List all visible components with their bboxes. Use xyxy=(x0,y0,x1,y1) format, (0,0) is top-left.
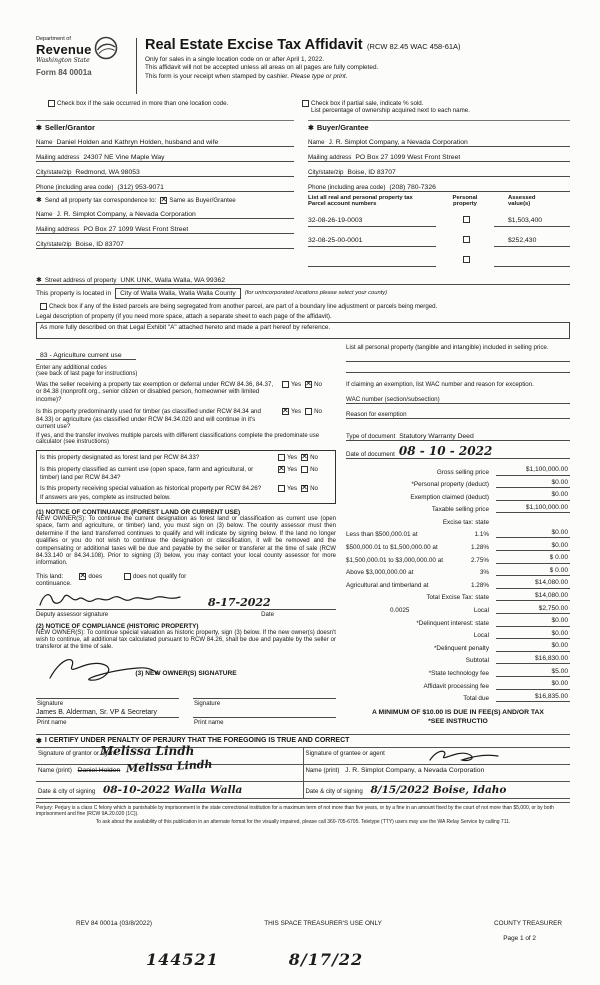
seller-csz-label: City/state/zip xyxy=(36,169,72,176)
no-label: No xyxy=(310,454,319,461)
grantee-signature-cell xyxy=(303,748,571,764)
exemption-claim-note: If claiming an exemption, list WAC number and reason for exception. xyxy=(346,381,534,389)
multi-location-checkbox[interactable] xyxy=(48,100,55,107)
wac-number-label: WAC number (section/subsection) xyxy=(346,396,440,403)
parcel-row xyxy=(308,229,570,247)
grantee-signature xyxy=(424,746,504,764)
section-marker-icon: ✱ xyxy=(36,276,42,284)
dor-logo-block xyxy=(36,36,132,77)
receipt-note: This form is your receipt when stamped by cashier. xyxy=(145,72,289,80)
minimum-due-line2: *SEE INSTRUCTIO xyxy=(428,718,488,726)
legal-description-label: Legal description of property (if you need more space, attach a separate sheet to each page of the affidavit). xyxy=(36,312,332,320)
grantee-signature-label: Signature of grantee or agent xyxy=(305,749,385,757)
classification-questions-box xyxy=(36,450,336,504)
fin-value: $ 0.00 xyxy=(496,567,570,577)
notice1-body: NEW OWNER(S): To continue the current designation as forest land or classification as current use (open space, farm and agriculture, or timber) land, you must sign on (3) below. The county assessor must then determine if the land transferred continues to qualify and will indicate by signing below. If the land no longer qualifies or you do not wish to continue the designation or classification, it will be removed and the compensating or additional taxes will be due and payable by the seller or transferer at the time of sale (RCW 84.33.140 or 84.34.108). Prior to signing (3) below, you may contact your local county assessor for more information. xyxy=(36,516,336,567)
parcel-row xyxy=(308,249,570,267)
signature-line xyxy=(193,688,336,699)
notice2-title: (2) NOTICE OF COMPLIANCE (HISTORIC PROPERTY) xyxy=(36,622,199,630)
grantee-name-cell xyxy=(303,765,571,781)
fin-label: Exemption claimed (deduct) xyxy=(410,493,489,501)
buyer-csz-label: City/state/zip xyxy=(308,169,344,176)
fin-value: $5.00 xyxy=(496,668,570,678)
personal-property-checkbox[interactable] xyxy=(463,236,470,243)
seller-address-value: 24307 NE Vine Maple Way xyxy=(83,154,165,161)
fin-value: $1,100,000.00 xyxy=(496,466,570,476)
signature-label: Signature xyxy=(37,699,64,707)
assessed-value: $252,430 xyxy=(494,237,570,247)
correspondence-label: Send all property tax correspondence to: xyxy=(44,196,157,204)
yes-label: Yes xyxy=(291,407,302,415)
does-not-checkbox[interactable] xyxy=(124,573,131,580)
question-current-use xyxy=(40,466,332,482)
fin-label: Taxable selling price xyxy=(431,506,489,514)
question-text: Is this property designated as forest land per RCW 84.33? xyxy=(40,454,200,461)
yes-checkbox[interactable] xyxy=(278,485,285,492)
name-print-label: Name (print) xyxy=(305,766,340,774)
grantee-name-print-value: J. R. Simplot Company, a Nevada Corporation xyxy=(345,766,485,774)
question-text: Is this property predominantly used for timber (as classified under RCW 84.34 and 84.33) or agriculture (as classified under RCW 84.34.020 and will continue in it's current use? xyxy=(36,407,261,431)
grantor-date-cell xyxy=(36,782,303,798)
fin-label: Total due xyxy=(463,695,489,703)
header-subline-1: Only for sales in a single location code on or after April 1, 2022. xyxy=(145,55,325,63)
alt-format-text: To ask about the availability of this publication in an alternate format for the visually impaired, please call 360-705-6705. Teletype (TTY) users may use the WA Relay Service by calling 711. xyxy=(95,818,511,825)
personal-property-checkbox[interactable] xyxy=(463,256,470,263)
predominate-use-note: If yes, and the transfer involves multiple parcels with different classifications complete the predominate use calculator (see instructions) xyxy=(36,433,320,445)
assessed-value xyxy=(494,257,570,267)
print-name-label: Print name xyxy=(37,718,67,726)
new-owner-signature xyxy=(42,654,162,684)
this-land-row xyxy=(36,573,336,587)
seller-heading: Seller/Grantor xyxy=(44,123,95,132)
grantor-signature-label: Signature of grantor or agent xyxy=(38,749,116,757)
county-treasurer-label: COUNTY TREASURER xyxy=(494,920,562,927)
revenue-seal-icon xyxy=(94,36,118,60)
land-use-column xyxy=(36,344,336,727)
fin-value: $1,100,000.00 xyxy=(496,504,570,514)
parcel-table-header xyxy=(308,195,570,207)
fin-value: $0.00 xyxy=(496,642,570,652)
grantor-name-hand: Melissa Lindh xyxy=(125,757,213,776)
name-print-label: Name (print) xyxy=(38,766,72,774)
print-name-line xyxy=(193,707,336,718)
does-label: does xyxy=(88,572,102,580)
land-use-code-value: 83 - Agriculture current use xyxy=(36,352,136,360)
additional-codes-note: (see back of last page for instructions) xyxy=(36,370,138,377)
buyer-address-value: PO Box 27 1099 West Front Street xyxy=(355,154,461,161)
no-label: No xyxy=(310,465,319,473)
buyer-name-label: Name xyxy=(308,139,325,146)
parcel-number xyxy=(308,257,436,267)
notice3-title: (3) NEW OWNER(S) SIGNATURE xyxy=(135,669,237,677)
question-text: Was the seller receiving a property tax exemption or deferral under RCW 84.36, 84.37, or 84.38 (nonprofit org., senior citizen or disabled person, homeowner with limited income)? xyxy=(36,380,274,403)
fin-value: $0.00 xyxy=(496,542,570,552)
continuance-label: continuance. xyxy=(36,579,72,587)
fin-label: Subtotal xyxy=(465,657,489,665)
seller-address-label: Mailing address xyxy=(36,154,80,161)
yes-label: Yes xyxy=(287,465,298,473)
question-text: Is this property receiving special valuation as historical property per RCW 84.26? xyxy=(40,485,262,493)
owner-print-name-value: James B. Alderman, Sr. VP & Secretary xyxy=(36,707,179,718)
fin-rate: 1.28% xyxy=(471,544,489,552)
buyer-csz-value: Boise, ID 83707 xyxy=(347,169,396,176)
corr-name-label: Name xyxy=(36,211,53,218)
excise-tax-table xyxy=(346,466,570,702)
section-marker-icon: ✱ xyxy=(36,124,42,132)
form-header xyxy=(36,36,570,94)
document-type-label: Type of document xyxy=(346,432,396,440)
fin-tier-label: $1,500,000.01 to $3,000,000.00 at xyxy=(346,556,444,564)
fin-value: $ 0.00 xyxy=(496,554,570,564)
treasurer-stamp-date-hand: 8/17/22 xyxy=(288,950,364,969)
treasurer-stamp-number-hand: 144521 xyxy=(146,950,219,969)
blank-line xyxy=(346,362,570,373)
fin-value: $14,080.00 xyxy=(496,579,570,589)
certify-statement: I CERTIFY UNDER PENALTY OF PERJURY THAT THE FOREGOING IS TRUE AND CORRECT xyxy=(44,737,350,745)
logo-state-text: Washington State xyxy=(36,57,90,64)
document-date-hand: 08 - 10 - 2022 xyxy=(398,444,493,458)
personal-property-note: List all personal property (tangible and intangible) included in selling price. xyxy=(346,343,549,351)
located-in-value[interactable]: City of Walla Walla, Walla Walla County xyxy=(115,288,241,299)
certification-section xyxy=(36,734,570,799)
document-type-value: Statutory Warranty Deed xyxy=(399,432,474,440)
fin-label: Total Excise Tax: state xyxy=(426,594,489,602)
does-checkbox[interactable] xyxy=(79,573,86,580)
section-marker-icon: ✱ xyxy=(36,737,42,745)
title-rcw-reference: (RCW 82.45 WAC 458-61A) xyxy=(367,42,461,51)
yes-label: Yes xyxy=(291,380,302,388)
no-label: No xyxy=(314,380,323,388)
grantor-signature-hand: Melissa Lindh xyxy=(100,743,195,758)
title-block xyxy=(145,36,461,80)
logo-dept-text: Department of xyxy=(36,36,71,42)
grantor-date-city-hand: 08-10-2022 Walla Walla xyxy=(102,783,243,796)
fin-tier-label: Agricultural and timberland at xyxy=(346,581,429,589)
rev-number: REV 84 0001a (03/8/2022) xyxy=(76,920,153,927)
grantee-date-cell xyxy=(303,782,571,798)
parcel-col1-label2: Parcel account numbers xyxy=(308,201,377,207)
fin-value: $0.00 xyxy=(496,617,570,627)
buyer-grantee-section xyxy=(308,120,570,267)
buyer-address-label: Mailing address xyxy=(308,154,352,161)
fin-rate: 2.75% xyxy=(471,556,489,564)
street-address-value: UNK UNK, Walla Walla, WA 99362 xyxy=(120,276,226,284)
street-address-label: Street address of property xyxy=(44,276,117,284)
fin-label: Local xyxy=(473,632,489,640)
no-label: No xyxy=(314,407,323,415)
seller-phone-value: (312) 953-9071 xyxy=(117,184,164,191)
seller-grantor-section xyxy=(36,120,294,267)
corr-csz-label: City/state/zip xyxy=(36,241,72,248)
buyer-heading: Buyer/Grantee xyxy=(316,123,369,132)
parcel-col1-label: List all real and personal property tax xyxy=(308,195,413,201)
question-exemption-deferral xyxy=(36,381,336,404)
document-date-label: Date of document xyxy=(346,451,395,458)
yes-label: Yes xyxy=(287,485,298,493)
same-as-buyer-label: Same as Buyer/Grantee xyxy=(169,196,236,204)
new-owner-signature-heading xyxy=(36,660,336,684)
header-subline-3 xyxy=(145,73,461,80)
this-land-label: This land: xyxy=(36,572,64,580)
no-checkbox[interactable] xyxy=(305,408,312,415)
no-checkbox[interactable] xyxy=(301,485,308,492)
minimum-due-line1: A MINIMUM OF $10.00 IS DUE IN FEE(S) AND/OR TAX xyxy=(372,709,544,717)
seller-phone-label: Phone (including area code) xyxy=(36,184,114,191)
type-or-print-note: Please type or print. xyxy=(290,72,348,80)
fin-tier-label: $500,000.01 to $1,500,000.00 at xyxy=(346,544,438,552)
print-name-label: Print name xyxy=(194,718,224,726)
treasurer-space-label: THIS SPACE TREASURER'S USE ONLY xyxy=(264,920,382,927)
deputy-assessor-signature xyxy=(36,589,186,609)
grantee-date-city-hand: 8/15/2022 Boise, Idaho xyxy=(370,783,507,796)
fin-label: *State technology fee xyxy=(428,670,489,677)
question-historical-property xyxy=(40,485,332,493)
tax-column xyxy=(346,344,570,727)
parcel-number: 32-08-25-00-0001 xyxy=(308,237,436,247)
property-location-section xyxy=(36,272,570,339)
multi-location-label: Check box if the sale occurred in more than one location code. xyxy=(57,100,229,107)
fin-value: $0.00 xyxy=(496,479,570,489)
no-checkbox[interactable] xyxy=(301,466,308,473)
fin-value: $0.00 xyxy=(496,630,570,640)
fin-value: $2,750.00 xyxy=(496,605,570,615)
yes-checkbox[interactable] xyxy=(278,454,285,461)
legal-description-value: As more fully described on that Legal Exhibit "A" attached hereto and made a part hereof by reference. xyxy=(36,322,570,339)
fin-tier-label: Above $3,000,000.00 at xyxy=(346,569,414,577)
fin-section-label: Excise tax: state xyxy=(442,518,489,526)
fin-tier-label: Less than $500,000.01 at xyxy=(346,531,418,539)
seller-name-value: Daniel Holden and Kathryn Holden, husband and wife xyxy=(56,139,219,146)
buyer-name-value: J. R. Simplot Company, a Nevada Corporation xyxy=(328,139,468,146)
partial-sale-label-2: List percentage of ownership acquired next to each name. xyxy=(311,107,470,114)
fin-value: $0.00 xyxy=(496,491,570,501)
question-timber-agriculture xyxy=(36,408,336,431)
local-rate: 0.0025 xyxy=(390,607,410,615)
same-as-buyer-checkbox[interactable] xyxy=(160,197,167,204)
notice2-body: NEW OWNER(S): To continue special valuation as historic property, sign (3) below. If the new owner(s) doesn't wish to continue, all additional tax calculated pursuant to RCW 84.26, shall be due and payable by the seller or transferor at the time of sale. xyxy=(36,629,336,651)
parcel-row xyxy=(308,209,570,227)
corr-address-value: PO Box 27 1099 West Front Street xyxy=(83,226,189,233)
segregated-label: Check box if any of the listed parcels are being segregated from another parcel, are part of a boundary line adjustment or parcels being merged. xyxy=(49,302,438,310)
fin-value: $16,830.00 xyxy=(496,655,570,665)
page-title: Real Estate Excise Tax Affidavit xyxy=(145,37,363,53)
date-city-label: Date & city of signing xyxy=(305,787,363,795)
additional-codes-label: Enter any additional codes xyxy=(36,364,107,371)
yes-checkbox[interactable] xyxy=(282,408,289,415)
fin-value: $16,835.00 xyxy=(496,693,570,703)
blank-line xyxy=(346,351,570,362)
fin-label: Gross selling price xyxy=(436,468,489,476)
header-divider xyxy=(136,38,137,94)
segregated-checkbox[interactable] xyxy=(40,303,47,310)
minimum-due-note xyxy=(346,709,570,727)
parcel-col3-label2: value(s) xyxy=(508,201,531,207)
perjury-notice xyxy=(36,802,570,826)
seller-name-label: Name xyxy=(36,139,53,146)
deputy-signature-date-hand: 8-17-2022 xyxy=(208,595,271,609)
perjury-text: Perjury: Perjury is a class C felony which is punishable by imprisonment in the state correctional institution for a maximum term of not more than five years, or by a fine in an amount fixed by the court of not more than $5,000, or by both imprisonment and fine (RCW 9A.20.020 (1C)). xyxy=(36,804,554,818)
located-in-label: This property is located in xyxy=(36,289,112,297)
fin-value: $0.00 xyxy=(496,680,570,690)
fin-label: Local xyxy=(473,607,489,615)
parcel-number: 32-08-26-19-0003 xyxy=(308,217,436,227)
no-label: No xyxy=(310,485,319,493)
does-not-label: does not qualify for xyxy=(132,572,187,580)
parcel-col2-label: Personal xyxy=(452,195,478,201)
date-city-label: Date & city of signing xyxy=(38,787,96,795)
partial-sale-checkbox[interactable] xyxy=(302,100,309,107)
section-marker-icon: ✱ xyxy=(308,124,314,132)
buyer-phone-label: Phone (including area code) xyxy=(308,184,386,191)
yes-checkbox[interactable] xyxy=(278,466,285,473)
fin-rate: 1.1% xyxy=(474,531,489,539)
logo-revenue-text: Revenue xyxy=(36,42,92,57)
corr-csz-value: Boise, ID 83707 xyxy=(75,241,124,248)
fin-value: $14,080.00 xyxy=(496,592,570,602)
page-footer xyxy=(36,920,570,969)
fin-label: Affidavit processing fee xyxy=(423,682,489,690)
question-forest-land xyxy=(40,454,332,462)
date-label: Date xyxy=(261,610,274,618)
section-marker-icon: ✱ xyxy=(36,197,42,204)
parcel-col3-label: Assessed xyxy=(508,195,536,201)
top-checkboxes xyxy=(36,100,570,114)
deputy-signature-labels xyxy=(36,609,336,618)
deputy-assessor-signature-area xyxy=(36,589,336,609)
corr-name-value: J. R. Simplot Company, a Nevada Corporation xyxy=(56,211,196,218)
grantor-name-print-value: Daniel Holden xyxy=(77,766,121,774)
notice1-title: (1) NOTICE OF CONTINUANCE (FOREST LAND OR CURRENT USE) xyxy=(36,509,241,516)
yes-label: Yes xyxy=(287,454,298,461)
fin-label: *Personal property (deduct) xyxy=(411,481,489,489)
fin-value: $0.00 xyxy=(496,529,570,539)
fin-value-empty xyxy=(496,516,570,526)
assessed-value: $1,503,400 xyxy=(494,217,570,227)
corr-address-label: Mailing address xyxy=(36,226,80,233)
fin-rate: 1.28% xyxy=(471,581,489,589)
signature-label: Signature xyxy=(194,699,221,707)
personal-property-checkbox[interactable] xyxy=(463,216,470,223)
parcel-col2-label2: property xyxy=(453,201,477,207)
owner-signature-lines xyxy=(36,688,336,726)
fin-rate: 3% xyxy=(479,569,489,577)
exemption-reason-label: Reason for exemption xyxy=(346,411,407,418)
question-text: Is this property classified as current use (open space, farm and agricultural, or timber) land per RCW 84.34? xyxy=(40,465,254,481)
yes-checkbox[interactable] xyxy=(282,381,289,388)
header-subline-2: This affidavit will not be accepted unless all areas on all pages are fully completed. xyxy=(145,64,379,71)
no-checkbox[interactable] xyxy=(301,454,308,461)
no-checkbox[interactable] xyxy=(305,381,312,388)
fin-label: *Delinquent interest: state xyxy=(416,619,489,627)
located-in-note: (for unincorporated locations please select your county) xyxy=(244,290,388,296)
signature-line xyxy=(36,688,179,699)
if-yes-note: If answers are yes, complete as instructed below. xyxy=(40,495,171,501)
seller-csz-value: Redmond, WA 98053 xyxy=(75,169,140,176)
partial-sale-label: Check box if partial sale, indicate % sold. xyxy=(311,100,424,107)
grantor-name-cell xyxy=(36,757,303,781)
fin-label: *Delinquent penalty xyxy=(433,644,489,652)
deputy-assessor-signature-label: Deputy assessor signature xyxy=(36,610,109,618)
page-number: Page 1 of 2 xyxy=(503,935,536,942)
form-number: Form 84 0001a xyxy=(36,68,92,77)
buyer-phone-value: (208) 780-7326 xyxy=(389,184,436,191)
